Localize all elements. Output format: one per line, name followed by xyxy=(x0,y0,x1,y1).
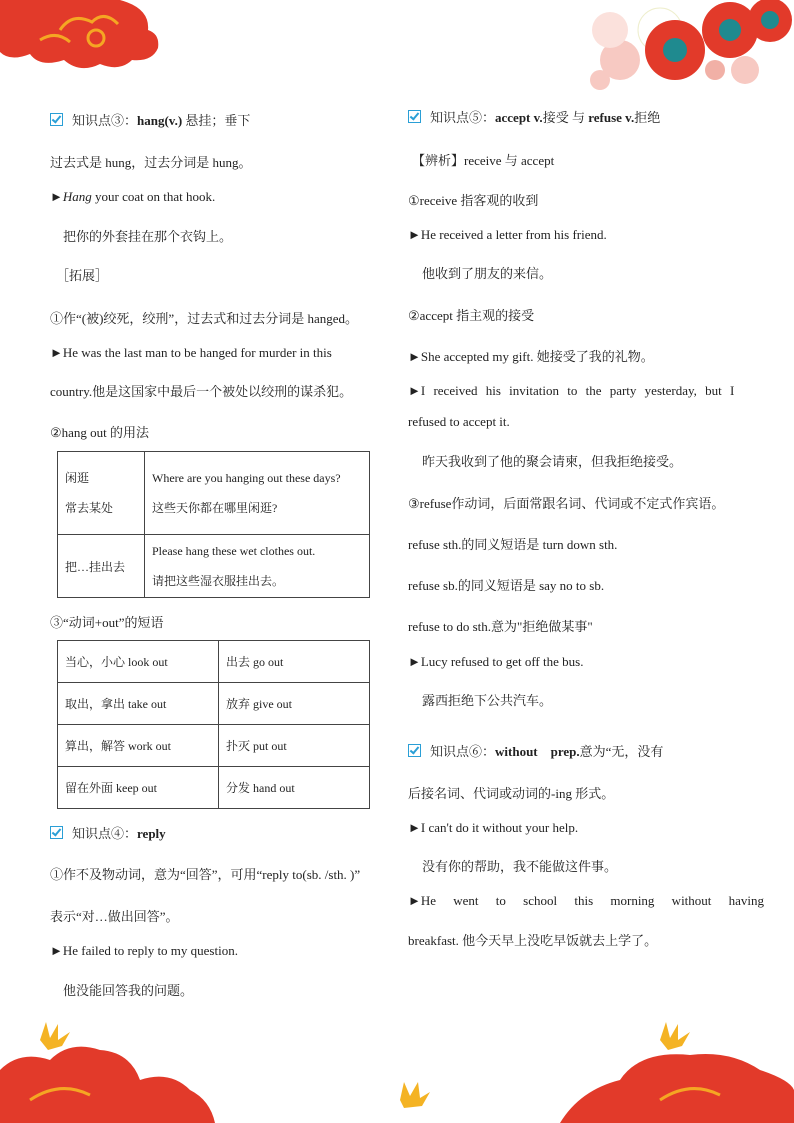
table-row xyxy=(58,641,370,683)
text-line: refuse sth.的同义短语是 turn down sth. xyxy=(408,537,618,552)
table-cell: Please hang these wet clothes out. 请把这些湿衣服挂出去。 xyxy=(145,535,370,598)
text-line: refuse to do sth.意为"拒绝做某事" xyxy=(408,619,593,634)
example-sentence: ►Hang your coat on that hook. xyxy=(50,189,216,204)
table-cell: 扑灭 put out xyxy=(219,725,370,767)
table-cell: 放弃 give out xyxy=(219,683,370,725)
table-cell: 取出，拿出 take out xyxy=(58,683,219,725)
text-line: ①作不及物动词，意为“回答”，可用“reply to(sb. /sth. )” xyxy=(50,867,361,882)
translation: 没有你的帮助，我不能做这件事。 xyxy=(422,859,618,874)
hang-out-table xyxy=(57,451,370,598)
example-sentence: ►I can't do it without your help. xyxy=(408,820,579,835)
text-line: 过去式是 hung，过去分词是 hung。 xyxy=(50,155,252,170)
knowledge-point-3-heading: 知识点③：hang(v.) 悬挂；垂下 xyxy=(50,110,250,129)
text-line: 后接名词、代词或动词的-ing 形式。 xyxy=(408,786,615,801)
example-sentence: ►She accepted my gift. 她接受了我的礼物。 xyxy=(408,349,654,364)
table-row xyxy=(58,452,370,535)
knowledge-point-5-heading: 知识点⑤：accept v.接受 与 refuse v.拒绝 xyxy=(408,107,660,126)
text-line: ②accept 指主观的接受 xyxy=(408,308,535,323)
translation: 露西拒绝下公共汽车。 xyxy=(422,693,553,708)
flower-decoration-top-right xyxy=(580,0,794,100)
example-sentence: country.他是这国家中最后一个被处以绞刑的谋杀犯。 xyxy=(50,384,353,399)
table-row xyxy=(58,535,370,598)
example-sentence: ►He went to school this morning without having xyxy=(408,893,765,908)
table-cell: 留在外面 keep out xyxy=(58,767,219,809)
checkbox-icon xyxy=(50,113,63,126)
subheading: ③“动词+out”的短语 xyxy=(50,615,164,630)
translation: 他收到了朋友的来信。 xyxy=(422,266,553,281)
text-line: refuse sb.的同义短语是 say no to sb. xyxy=(408,578,605,593)
example-sentence: ►Lucy refused to get off the bus. xyxy=(408,654,584,669)
example-sentence: ►He was the last man to be hanged for murder in this xyxy=(50,345,332,360)
example-sentence: ►He failed to reply to my question. xyxy=(50,943,238,958)
cloud-decoration-top-left xyxy=(0,0,170,80)
translation: 把你的外套挂在那个衣钩上。 xyxy=(63,229,233,244)
text-line: ①receive 指客观的收到 xyxy=(408,193,539,208)
table-row xyxy=(58,767,370,809)
table-row xyxy=(58,683,370,725)
extension-label: ［拓展］ xyxy=(56,268,109,283)
text-line: ③refuse作动词，后面常跟名词、代词或不定式作宾语。 xyxy=(408,496,725,511)
knowledge-point-4-heading: 知识点④：reply xyxy=(50,823,166,842)
translation: 他没能回答我的问题。 xyxy=(63,983,194,998)
example-sentence: ►He received a letter from his friend. xyxy=(408,227,607,242)
table-cell: 分发 hand out xyxy=(219,767,370,809)
checkbox-icon xyxy=(408,110,421,123)
table-row xyxy=(58,725,370,767)
table-cell: 出去 go out xyxy=(219,641,370,683)
table-cell: 把…挂出去 xyxy=(58,535,145,598)
example-sentence: breakfast. 他今天早上没吃早饭就去上学了。 xyxy=(408,933,658,948)
checkbox-icon xyxy=(50,826,63,839)
subheading: ②hang out 的用法 xyxy=(50,425,150,440)
cloud-decoration-bottom xyxy=(0,1010,794,1123)
verb-out-phrases-table xyxy=(57,640,370,809)
knowledge-point-6-heading: 知识点⑥：without prep.意为“无，没有 xyxy=(408,741,663,760)
table-cell: 算出，解答 work out xyxy=(58,725,219,767)
analysis-label: 【辨析】receive 与 accept xyxy=(412,153,555,168)
example-sentence: ►I received his invitation to the party yesterday, but I xyxy=(408,383,735,398)
table-cell: Where are you hanging out these days? 这些天你都在哪里闲逛? xyxy=(145,452,370,535)
table-cell: 当心，小心 look out xyxy=(58,641,219,683)
table-cell: 闲逛 常去某处 xyxy=(58,452,145,535)
text-line: ①作“(被)绞死，绞刑”，过去式和过去分词是 hanged。 xyxy=(50,311,358,326)
example-sentence: refused to accept it. xyxy=(408,414,510,429)
checkbox-icon xyxy=(408,744,421,757)
translation: 昨天我收到了他的聚会请柬，但我拒绝接受。 xyxy=(422,454,683,469)
text-line: 表示“对…做出回答”。 xyxy=(50,909,179,924)
